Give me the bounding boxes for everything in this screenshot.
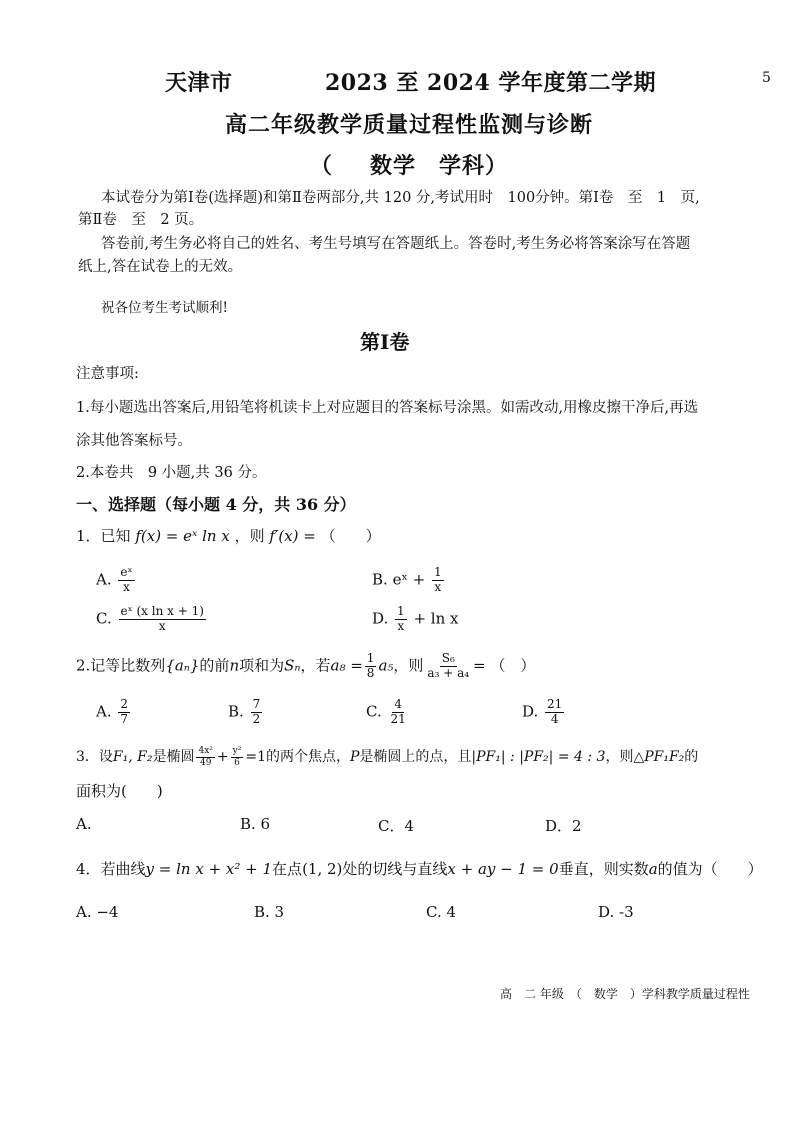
q1-stem [76,525,381,546]
q1-d-text: + ln x [413,609,459,628]
q1-deriv: f′(x) = [269,527,316,545]
q2-ratio-fraction [425,652,471,681]
q3-triangle: △PF₁F₂ [633,749,685,765]
notes-heading: 注意事项: [76,366,139,382]
q3-plus: + [216,749,229,765]
q2-mid1: 的前 [199,656,230,675]
notes-item-1b: 涂其他答案标号。 [76,433,192,449]
q3-e1-num: 4x² [198,746,213,757]
q1-option-a[interactable] [96,566,137,595]
q3-stem [76,746,698,768]
q3-e2-den: 6 [234,757,240,768]
q2-seq: {aₙ} [165,656,200,675]
q1-c-den: x [158,618,166,633]
q2-c-fraction [389,698,408,727]
q1-a-label: A. [96,570,112,589]
q1-prefix: 1．已知 [76,527,131,545]
q2-d-num: 21 [547,697,563,711]
q3-tail: 的 [684,749,699,765]
q1-a-num: eˣ [120,565,133,579]
q1-a-den: x [123,579,130,594]
q4-option-b[interactable]: B. 3 [254,903,285,921]
q4-line: x + ay − 1 = 0 [447,860,559,878]
q2-d-fraction [545,698,564,727]
q3-mid3: 是椭圆上的点，且 [359,749,472,765]
q2-c-den: 21 [390,711,406,726]
intro-line-3: 答卷前,考生务必将自己的姓名、考生号填写在答题纸上。答卷时,考生务必将答案涂写在答题 [101,236,691,252]
q2-cond-num: 1 [366,651,375,665]
q1-d-num: 1 [397,604,405,618]
q3-option-c[interactable]: C．4 [378,817,415,835]
q2-ratio-den: a₃ + a₄ [427,665,470,680]
q4-point: (1, 2) [302,860,343,878]
q2-ratio-num: S₆ [441,651,455,665]
q2-sn: Sₙ [284,656,301,675]
intro-line-1: 本试卷分为第Ⅰ卷(选择题)和第Ⅱ卷两部分,共 120 分,考试用时 100分钟。第Ⅰ卷 至 1 页, [101,190,700,206]
notes-item-2: 2.本卷共 9 小题,共 36 分。 [76,465,267,481]
q3-line-2: 面积为( ) [76,782,163,800]
q2-cond-den: 8 [366,665,375,680]
q3-e1-den: 49 [199,757,212,768]
intro-wish: 祝各位考生考试顺利! [101,300,228,316]
q1-b-den: x [434,579,442,594]
q3-mid4: ，则 [605,749,634,765]
q2-prefix: 2.记等比数列 [76,656,166,675]
q1-d-label: D. [372,609,389,628]
q3-eq: =1 [245,749,266,765]
q4-option-a[interactable]: A. −4 [76,903,119,921]
intro-line-4: 纸上,答在试卷上的无效。 [78,259,243,275]
q4-mid3: 垂直，则实数 [558,860,649,878]
q2-a-label: A. [96,702,112,721]
notes-item-1a: 1.每小题选出答案后,用铅笔将机读卡上对应题目的答案标号涂黑。如需改动,用橡皮擦干净后,再选 [76,400,699,416]
q2-b-den: 2 [252,711,261,726]
q1-option-b[interactable] [372,566,446,595]
q3-option-d[interactable]: D．2 [545,817,582,835]
q1-d-den: x [397,618,405,633]
q2-d-label: D. [522,702,539,721]
q2-d-den: 4 [550,711,559,726]
q1-c-label: C. [96,609,112,628]
q2-c-num: 4 [394,697,402,711]
q3-mid1: 是椭圆 [152,749,195,765]
q4-prefix: 4．若曲线 [76,860,146,878]
q2-tail: = （ ） [473,656,536,675]
q2-a-num: 2 [120,697,129,711]
q1-b-fraction [432,566,444,595]
q4-stem [76,858,763,879]
section-title: 第Ⅰ卷 [360,330,410,354]
q2-mid3: ，若 [300,656,331,675]
q1-c-num: eˣ (x ln x + 1) [120,604,204,618]
q2-mid2: 项和为 [239,656,285,675]
page-number: 5 [762,70,771,86]
q1-b-text: eˣ + [392,570,426,589]
q3-foci: F₁, F₂ [112,749,153,765]
q3-option-a[interactable]: A. [76,815,92,833]
q2-a-den: 7 [120,711,129,726]
q2-b-fraction [251,698,263,727]
q3-p: P [349,749,360,765]
q3-ratio: |PF₁| : |PF₂| = 4 : 3 [471,749,606,765]
q1-b-num: 1 [433,565,442,579]
q4-option-c[interactable]: C. 4 [426,903,457,921]
q2-cond-lhs: a₈ = [330,656,363,675]
q2-mid4: ，则 [393,656,424,675]
header-term: 2023 至 2024 学年度第二学期 [325,70,656,96]
q2-b-label: B. [228,702,244,721]
q4-curve: y = ln x + x² + 1 [145,860,273,878]
q3-e2-fraction [231,746,244,768]
q3-e1-fraction [196,746,214,768]
q4-mid2: 处的切线与直线 [342,860,448,878]
q3-mid2: 的两个焦点， [265,749,350,765]
q1-b-label: B. [372,570,388,589]
header-subject-open: （ [310,153,334,179]
q3-option-b[interactable]: B. 6 [240,815,271,833]
q2-cond-fraction [365,652,377,681]
q1-a-fraction [118,566,134,595]
q3-prefix: 3．设 [76,749,113,765]
q1-mid: ，则 [234,527,265,545]
q1-func: f(x) = eˣ ln x [135,527,230,545]
q2-option-b[interactable] [228,698,264,727]
q2-stem [76,652,535,681]
q2-n: n [229,656,240,675]
q2-c-label: C. [366,702,382,721]
q2-b-num: 7 [252,697,261,711]
q4-mid1: 在点 [272,860,303,878]
q1-option-c[interactable] [96,605,208,634]
q1-d-fraction [395,605,407,634]
q2-option-a[interactable] [96,698,132,727]
intro-line-2: 第Ⅱ卷 至 2 页。 [78,212,204,228]
q2-option-d[interactable] [522,698,566,727]
q3-e2-num: y² [232,746,242,757]
q4-a: a [648,860,658,878]
q1-c-fraction [119,605,206,634]
q1-option-d[interactable] [372,605,459,634]
q4-option-d[interactable]: D. -3 [598,903,634,921]
q4-tail: 的值为（ ） [657,860,763,878]
header-city: 天津市 [165,70,233,96]
header-subtitle: 高二年级教学质量过程性监测与诊断 [225,112,594,138]
q2-option-c[interactable] [366,698,410,727]
q2-cond-rhs: a₅ [378,656,394,675]
header-subject: 数学 学科） [370,153,509,179]
part-heading: 一、选择题（每小题 4 分，共 36 分） [76,495,356,514]
page-footer: 高 二 年级 （ 数学 ）学科教学质量过程性 [500,987,750,1001]
q2-a-fraction [118,698,130,727]
q1-paren: （ ） [320,527,381,545]
